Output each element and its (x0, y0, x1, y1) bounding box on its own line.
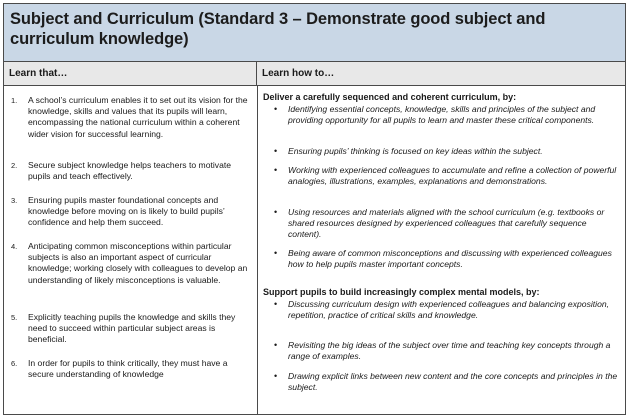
bullet-icon: • (274, 340, 278, 350)
item-number: 1. (11, 96, 18, 105)
item-text: Secure subject knowledge helps teachers to motivate pupils and teach effectively. (28, 160, 232, 182)
item-number: 3. (11, 196, 18, 205)
bullet-text: Working with experienced colleagues to accumulate and refine a collection of powerful analogies, illustrations, examples, explanations and demonstrations. (288, 165, 617, 187)
header-learn-that: Learn that… (4, 62, 257, 85)
column-divider (257, 86, 258, 414)
item-number: 5. (11, 313, 18, 322)
title-row (4, 4, 625, 62)
item-text: Ensuring pupils master foundational concepts and knowledge before moving on is likely to build pupils’ confidence and help them succeed. (28, 195, 225, 228)
bullet-icon: • (274, 299, 278, 309)
bullet-text: Drawing explicit links between new content and the core concepts and principles in the subject. (288, 371, 618, 393)
bullet-text: Identifying essential concepts, knowledge, skills and principles of the subject and providing opportunity for all pupils to learn and master these critical components. (288, 104, 596, 126)
section-heading: Support pupils to build increasingly complex mental models, by: (263, 287, 540, 297)
item-text: Explicitly teaching pupils the knowledge and skills they need to succeed within particular subject areas is beneficial. (28, 312, 236, 345)
section-heading: Deliver a carefully sequenced and coherent curriculum, by: (263, 92, 517, 102)
item-number: 2. (11, 161, 18, 170)
page-title: Subject and Curriculum (Standard 3 – Demonstrate good subject and curriculum knowledge) (10, 10, 546, 48)
curriculum-table (3, 3, 626, 415)
bullet-icon: • (274, 371, 278, 381)
bullet-text: Ensuring pupils’ thinking is focused on key ideas within the subject. (288, 146, 543, 156)
item-text: A school’s curriculum enables it to set out its vision for the knowledge, skills and values that its pupils will learn, encompassing the national curriculum within a coherent wider vision for successful learning. (28, 95, 248, 139)
bullet-text: Revisiting the big ideas of the subject over time and teaching key concepts through a range of examples. (288, 340, 611, 362)
bullet-text: Being aware of common misconceptions and discussing with experienced colleagues how to help pupils master important concepts. (288, 248, 612, 270)
bullet-icon: • (274, 104, 278, 114)
bullet-icon: • (274, 207, 278, 217)
header-learn-how: Learn how to… (262, 68, 335, 79)
bullet-text: Using resources and materials aligned with the school curriculum (e.g. textbooks or shared resources designed by experienced colleagues that carefully sequence content). (288, 207, 605, 240)
bullet-icon: • (274, 146, 278, 156)
item-number: 4. (11, 242, 18, 251)
item-text: Anticipating common misconceptions within particular subjects is also an important aspect of curricular knowledge; working closely with colleagues to develop an understanding of likely misconceptions is valuable. (28, 241, 248, 285)
bullet-text: Discussing curriculum design with experienced colleagues and balancing exposition, repetition, practice of critical skills and knowledge. (288, 299, 610, 321)
item-number: 6. (11, 359, 18, 368)
item-text: In order for pupils to think critically, they must have a secure understanding of knowledge (28, 358, 228, 380)
bullet-icon: • (274, 165, 278, 175)
column-header-row (4, 62, 625, 86)
bullet-icon: • (274, 248, 278, 258)
